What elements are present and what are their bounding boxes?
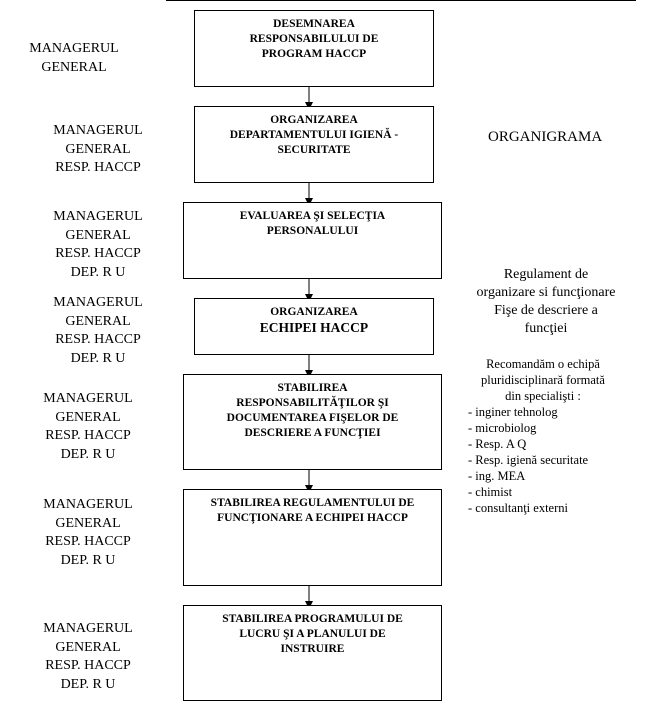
step-6-line: STABILIREA REGULAMENTULUI DE	[210, 497, 415, 509]
role-line: GENERAL	[55, 639, 121, 655]
roles-step-1	[24, 40, 124, 77]
role-line: RESP. HACCP	[55, 160, 141, 175]
role-line: RESP. HACCP	[45, 428, 131, 443]
specialist-item: - ing. MEA	[468, 469, 526, 483]
step-2-line: DEPARTAMENTULUI IGIENĂ -	[229, 129, 399, 141]
step-6-line: FUNCŢIONARE A ECHIPEI HACCP	[217, 512, 408, 524]
step-5-box	[183, 374, 442, 470]
step-1-line: PROGRAM HACCP	[261, 48, 367, 60]
role-line: RESP. HACCP	[55, 332, 141, 347]
step-7-line: INSTRUIRE	[280, 643, 345, 655]
roles-step-6	[30, 496, 146, 570]
step-2-line: ORGANIZAREA	[270, 114, 358, 126]
specialist-item: - inginer tehnolog	[468, 405, 558, 419]
role-line: DEP. R U	[60, 676, 116, 692]
roles-step-7	[30, 620, 146, 694]
step-5-line: STABILIREA	[277, 382, 348, 394]
specialist-item: - Resp. igienă securitate	[468, 453, 589, 467]
role-line: GENERAL	[41, 59, 107, 75]
step-5-line: RESPONSABILITĂŢILOR ŞI	[236, 397, 389, 409]
specialist-item: - Resp. A Q	[468, 437, 527, 451]
role-line: MANAGERUL	[43, 621, 133, 636]
role-line: RESP. HACCP	[45, 534, 131, 549]
regulation-line: funcţiei	[524, 321, 568, 336]
specialist-item: - microbiolog	[468, 421, 537, 435]
regulation-note	[466, 266, 626, 338]
step-5-line: DESCRIERE A FUNCŢIEI	[244, 427, 381, 439]
roles-step-4	[40, 294, 156, 368]
step-2-line: SECURITATE	[277, 144, 351, 156]
recommendation-head-line: Recomandăm o echipă	[486, 357, 600, 371]
role-line: DEP. R U	[70, 264, 126, 280]
role-line: GENERAL	[65, 141, 131, 157]
regulation-line: organizare si funcţionare	[476, 285, 616, 300]
role-line: GENERAL	[65, 227, 131, 243]
step-4-line: ECHIPEI HACCP	[259, 320, 369, 335]
step-6-box	[183, 489, 442, 586]
role-line: RESP. HACCP	[55, 246, 141, 261]
role-line: GENERAL	[65, 313, 131, 329]
role-line: MANAGERUL	[29, 41, 119, 56]
role-line: MANAGERUL	[43, 497, 133, 512]
step-3-line: PERSONALULUI	[266, 225, 359, 237]
specialist-item: - chimist	[468, 485, 513, 499]
role-line: MANAGERUL	[43, 391, 133, 406]
role-line: DEP. R U	[60, 446, 116, 462]
role-line: RESP. HACCP	[45, 658, 131, 673]
role-line: DEP. R U	[60, 552, 116, 568]
step-3-line: EVALUAREA ŞI SELECŢIA	[239, 210, 386, 222]
roles-step-2	[40, 122, 156, 178]
step-2-box	[194, 106, 434, 183]
recommendation-head-line: pluridisciplinară formată	[481, 373, 605, 387]
role-line: GENERAL	[55, 515, 121, 531]
role-line: MANAGERUL	[53, 295, 143, 310]
step-5-line: DOCUMENTAREA FIŞELOR DE	[226, 412, 399, 424]
step-7-line: LUCRU ŞI A PLANULUI DE	[239, 628, 386, 640]
recommendation-head-line: din specialişti :	[505, 389, 581, 403]
step-4-line: ORGANIZAREA	[270, 306, 358, 318]
step-1-line: DESEMNAREA	[273, 18, 355, 30]
specialist-list	[468, 404, 618, 516]
recommendation-note	[468, 356, 618, 516]
organigram-label: ORGANIGRAMA	[488, 129, 603, 145]
role-line: MANAGERUL	[53, 209, 143, 224]
step-3-box	[183, 202, 442, 279]
role-line: DEP. R U	[70, 350, 126, 366]
step-7-line: STABILIREA PROGRAMULUI DE	[222, 613, 403, 625]
step-1-line: RESPONSABILULUI DE	[249, 33, 379, 45]
specialist-item: - consultanţi externi	[468, 501, 568, 515]
step-4-box	[194, 298, 434, 355]
role-line: GENERAL	[55, 409, 121, 425]
regulation-line: Regulament de	[503, 267, 589, 282]
roles-step-5	[30, 390, 146, 464]
role-line: MANAGERUL	[53, 123, 143, 138]
step-7-box	[183, 605, 442, 701]
roles-step-3	[40, 208, 156, 282]
step-1-box	[194, 10, 434, 87]
regulation-line: Fişe de descriere a	[494, 303, 598, 318]
